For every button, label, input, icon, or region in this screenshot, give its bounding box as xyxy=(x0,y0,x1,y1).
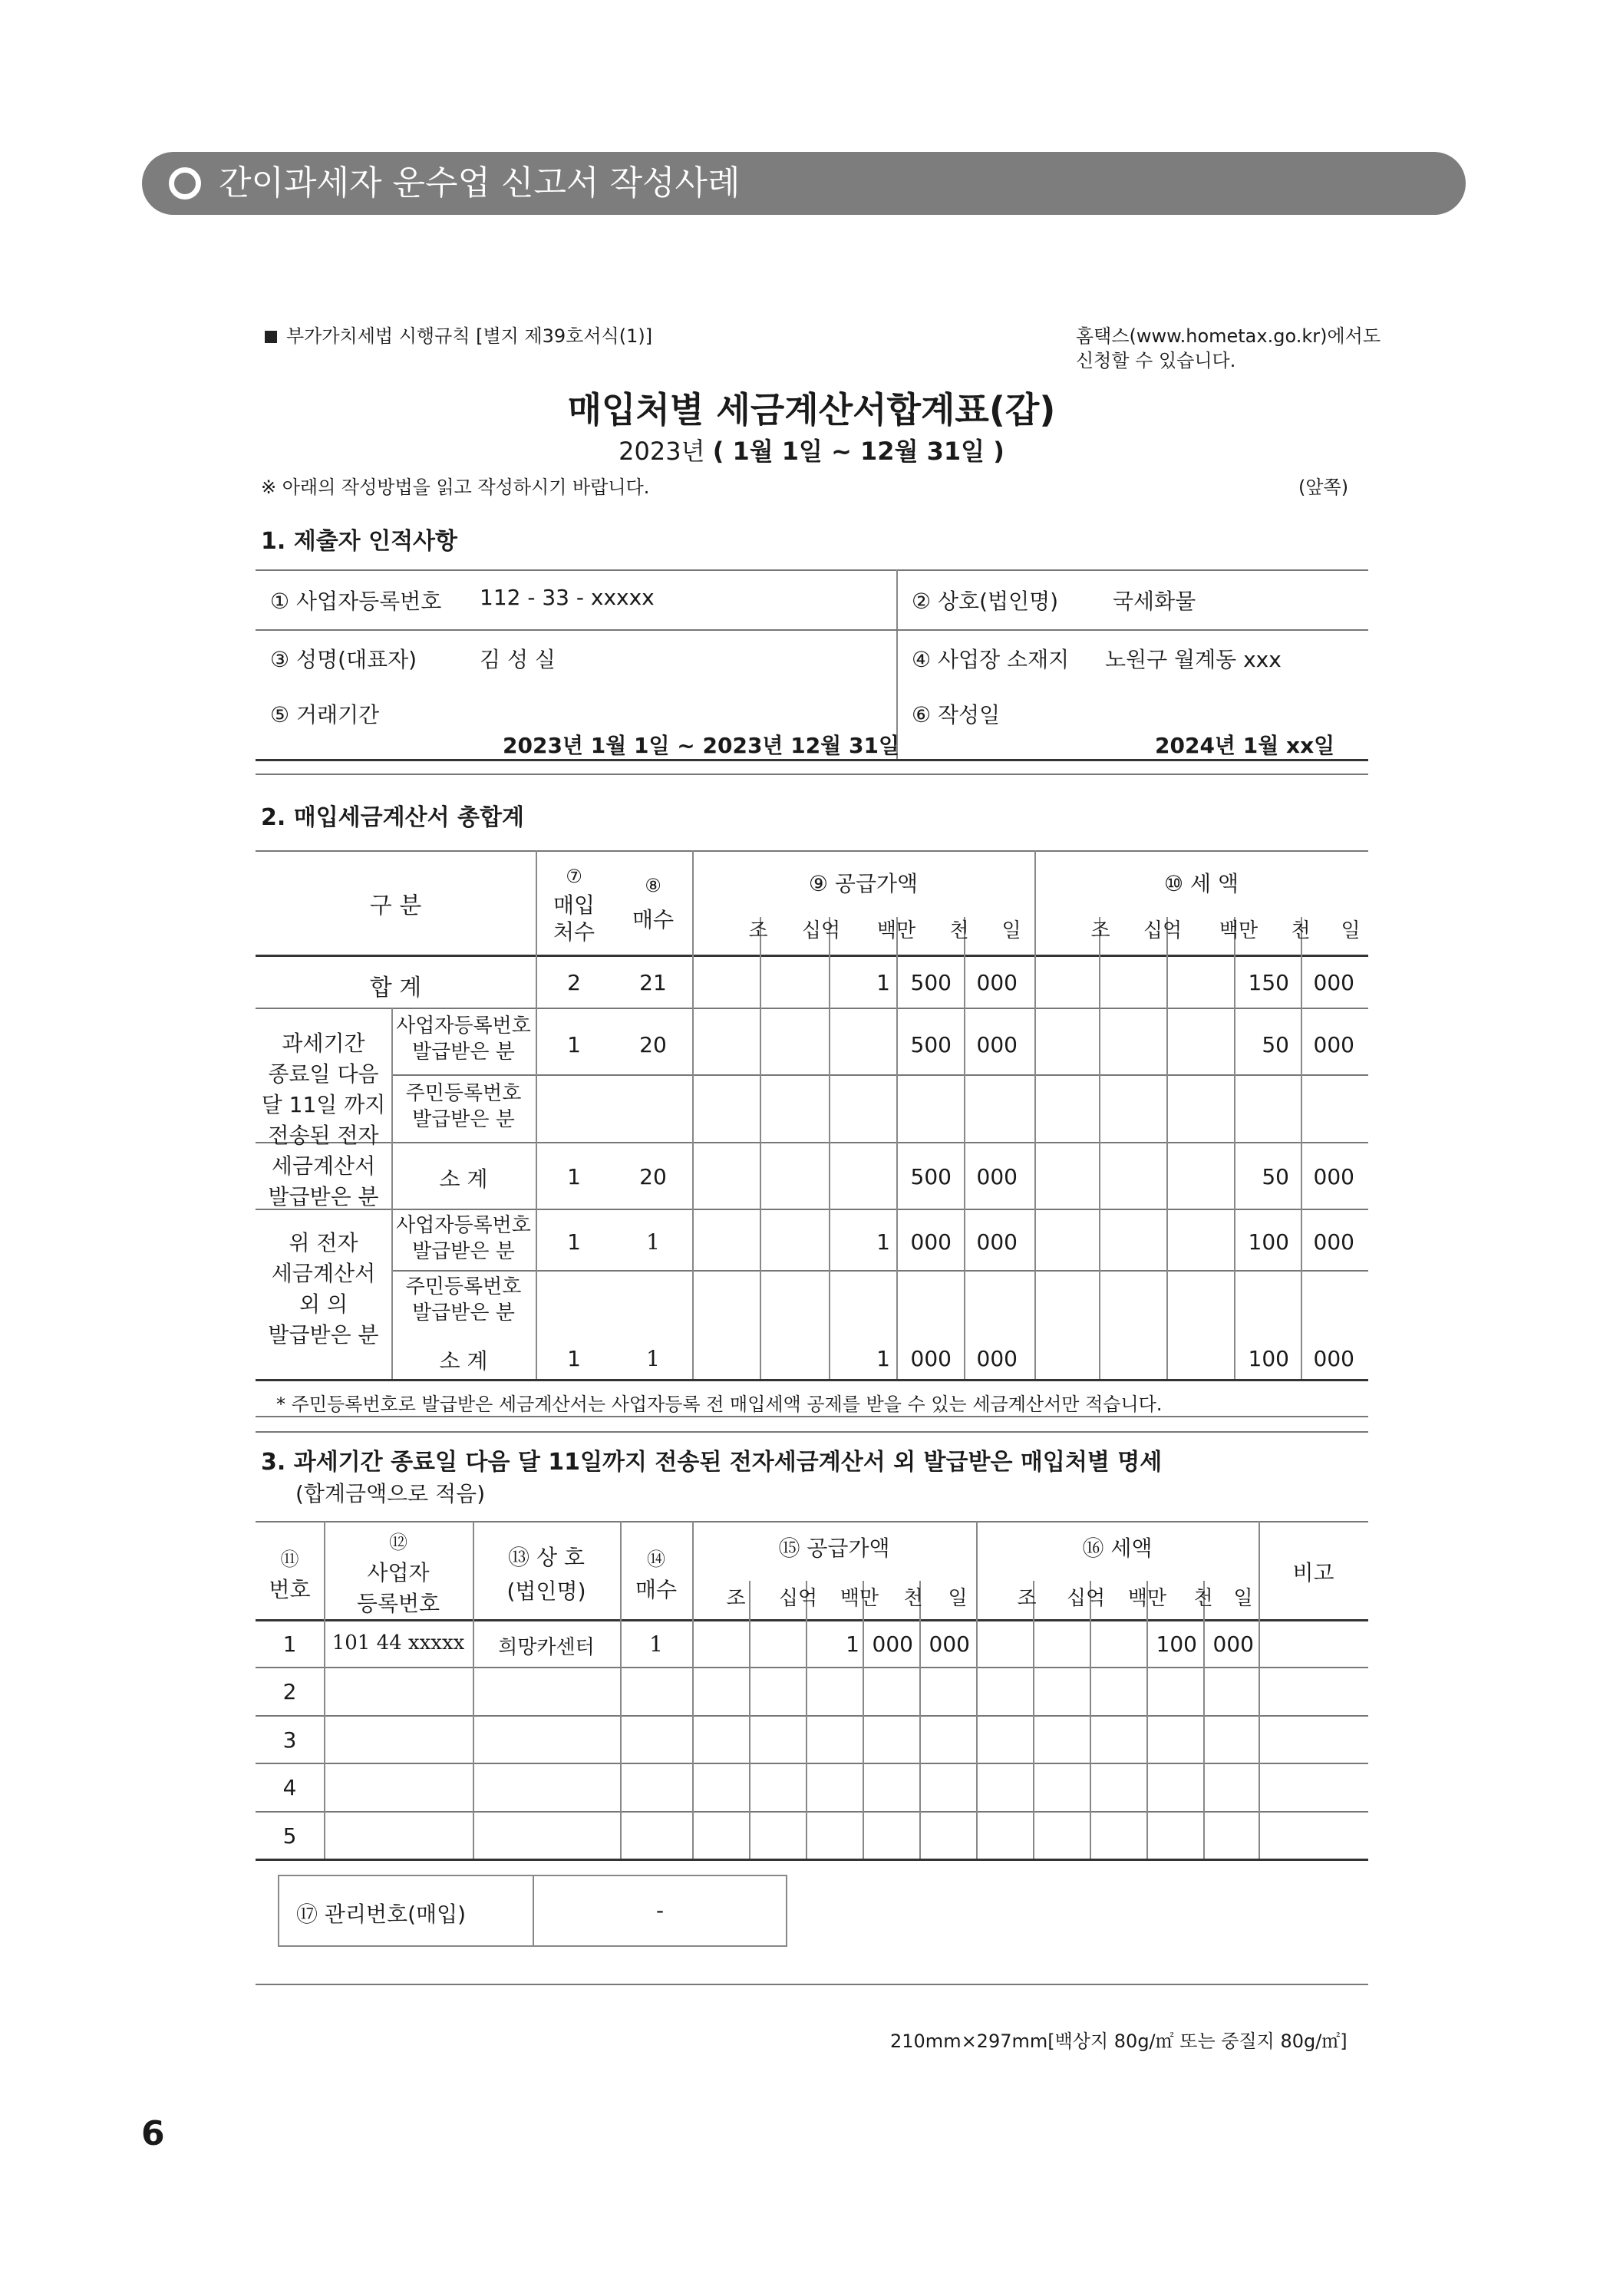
g1-biz-c8: 20 xyxy=(639,1032,667,1057)
g1-biz-supply-thou: 500 xyxy=(910,1032,952,1057)
g1-sub-c8: 20 xyxy=(639,1164,667,1189)
g2-sub-c7: 1 xyxy=(567,1346,581,1371)
label-line: 주민등록번호 xyxy=(405,1082,522,1105)
g2-sub-supply-one: 000 xyxy=(976,1346,1018,1371)
g2-subtotal-label: 소 계 xyxy=(439,1348,488,1374)
circle-bullet-icon xyxy=(169,167,201,200)
col14-number: ⑭ xyxy=(647,1549,665,1570)
date-label: ⑥ 작성일 xyxy=(912,702,1001,727)
page-number: 6 xyxy=(141,2114,165,2153)
label-line: 발급받은 분 xyxy=(412,1301,515,1324)
period-label: ⑤ 거래기간 xyxy=(270,702,380,727)
g1-subtotal-label: 소 계 xyxy=(439,1166,488,1192)
s3-row1-count: 1 xyxy=(649,1631,663,1657)
g2-sub-c8: 1 xyxy=(646,1346,660,1371)
form-title: 매입처별 세금계산서합계표(갑) xyxy=(567,389,1056,430)
group2-line: 외 의 xyxy=(299,1292,348,1317)
s3-unit-cheon-supply: 천 xyxy=(903,1587,923,1610)
unit-jo-supply: 조 xyxy=(748,919,768,942)
col12-number: ⑫ xyxy=(389,1532,407,1553)
address-value: 노원구 월계동 xxx xyxy=(1105,647,1282,672)
col13-label-1: ⑬ 상 호 xyxy=(508,1545,585,1570)
col14-label: 매수 xyxy=(635,1577,678,1602)
s3-row1-tax-one: 000 xyxy=(1212,1631,1254,1657)
s3-row1-supply-one: 000 xyxy=(929,1631,970,1657)
section2-heading-text: 2. 매입세금계산서 총합계 xyxy=(261,804,524,831)
section3-heading xyxy=(261,1443,1162,1476)
name-label: ③ 성명(대표자) xyxy=(270,647,417,672)
mgmt-number-label: ⑰ 관리번호(매입) xyxy=(296,1902,467,1927)
period-value: 2023년 1월 1일 ~ 2023년 12월 31일 xyxy=(503,733,899,758)
group1-line: 종료일 다음 xyxy=(268,1061,379,1087)
group1-line: 발급받은 분 xyxy=(268,1184,379,1209)
col12-label-1: 사업자 xyxy=(367,1560,430,1585)
group1-line: 달 11일 까지 xyxy=(261,1092,386,1117)
label-line: 사업자등록번호 xyxy=(396,1014,531,1037)
page-side: (앞쪽) xyxy=(1298,477,1349,498)
label-line: 주민등록번호 xyxy=(405,1275,522,1298)
s3-row1-supply-thou: 000 xyxy=(872,1631,913,1657)
col-category: 구 분 xyxy=(369,892,422,919)
banner-title: 간이과세자 운수업 신고서 작성사례 xyxy=(219,163,741,203)
paper-spec: 210mm×297mm[백상지 80g/㎡ 또는 중질지 80g/㎡] xyxy=(890,2030,1348,2052)
g2-biz-supply-thou: 000 xyxy=(910,1229,952,1255)
total-c8: 21 xyxy=(639,970,667,995)
total-supply-one: 000 xyxy=(976,970,1018,995)
g2-biz-supply-one: 000 xyxy=(976,1229,1018,1255)
s2-footnote: * 주민등록번호로 발급받은 세금계산서는 사업자등록 전 매입세액 공제를 받을 수 있는 세금계산서만 적습니다. xyxy=(276,1394,1163,1415)
form-year: 2023년 xyxy=(619,437,705,466)
g2-sub-supply-mil: 1 xyxy=(876,1346,890,1371)
unit-baekman-supply: 백만 xyxy=(876,919,916,942)
form-period xyxy=(384,432,1239,467)
section3-subheading: (합계금액으로 적음) xyxy=(295,1481,486,1506)
label-line: 발급받은 분 xyxy=(412,1240,515,1263)
col11-number: ⑪ xyxy=(280,1549,299,1570)
col11-label: 번호 xyxy=(269,1577,311,1602)
g2-biz-tax-thou: 100 xyxy=(1248,1229,1289,1255)
section2-heading xyxy=(261,798,524,832)
company-label: ② 상호(법인명) xyxy=(912,589,1059,614)
g1-sub-tax-thou: 50 xyxy=(1262,1164,1289,1189)
reg-number-value: 112 - 33 - xxxxx xyxy=(480,585,655,610)
g1-biz-c7: 1 xyxy=(567,1032,581,1057)
unit-cheon-supply: 천 xyxy=(949,919,969,942)
law-reference-text: 부가가치세법 시행규칙 [별지 제39호서식(1)] xyxy=(286,325,653,347)
g1-biz-label xyxy=(391,1013,536,1065)
address-label: ④ 사업장 소재지 xyxy=(912,647,1070,672)
s3-unit-baekman-supply: 백만 xyxy=(840,1587,879,1610)
s3-row3-no: 3 xyxy=(282,1727,297,1753)
g2-biz-supply-mil: 1 xyxy=(876,1229,890,1255)
unit-il-supply: 일 xyxy=(1001,919,1021,942)
g2-biz-c7: 1 xyxy=(567,1229,581,1255)
s3-unit-baekman-tax: 백만 xyxy=(1127,1587,1167,1610)
s3-unit-sibeok-tax: 십억 xyxy=(1066,1587,1106,1610)
group1-line: 과세기간 xyxy=(282,1031,365,1056)
s3-unit-jo-supply: 조 xyxy=(726,1587,746,1610)
s3-row5-no: 5 xyxy=(282,1823,297,1849)
g2-sub-tax-one: 000 xyxy=(1313,1346,1354,1371)
s3-row1-no: 1 xyxy=(282,1631,297,1657)
col10-label: ⑩ 세 액 xyxy=(1164,871,1239,896)
g1-biz-tax-thou: 50 xyxy=(1262,1032,1289,1057)
g1-sub-supply-thou: 500 xyxy=(910,1164,952,1189)
label-line: 사업자등록번호 xyxy=(396,1214,531,1237)
unit-cheon-tax: 천 xyxy=(1291,919,1311,942)
hometax-note-2: 신청할 수 있습니다. xyxy=(1076,350,1236,371)
unit-jo-tax: 조 xyxy=(1090,919,1110,942)
s3-row1-name: 희망카센터 xyxy=(498,1636,595,1659)
s3-unit-cheon-tax: 천 xyxy=(1193,1587,1213,1610)
g1-sub-supply-one: 000 xyxy=(976,1164,1018,1189)
col12-label-2: 등록번호 xyxy=(356,1591,440,1616)
total-supply-mil: 1 xyxy=(876,970,890,995)
date-value: 2024년 1월 xx일 xyxy=(1155,733,1335,758)
group1-label xyxy=(256,1028,391,1212)
s3-unit-il-supply: 일 xyxy=(948,1587,968,1610)
col15-label: ⑮ 공급가액 xyxy=(778,1536,890,1561)
col8-label: 매수 xyxy=(632,907,675,932)
group1-line: 전송된 전자 xyxy=(268,1123,379,1148)
g2-biz-c8: 1 xyxy=(646,1229,660,1255)
instruction-note: ※ 아래의 작성방법을 읽고 작성하시기 바랍니다. xyxy=(261,477,650,498)
col7-label-2: 처수 xyxy=(553,919,595,945)
g1-biz-supply-one: 000 xyxy=(976,1032,1018,1057)
group1-line: 세금계산서 xyxy=(271,1153,376,1179)
reg-number-label: ① 사업자등록번호 xyxy=(270,589,442,614)
unit-sibeok-tax: 십억 xyxy=(1143,919,1183,942)
hometax-note-1: 홈택스(www.hometax.go.kr)에서도 xyxy=(1076,325,1381,347)
s3-row1-supply-mil: 1 xyxy=(846,1631,859,1657)
form-period-range: ( 1월 1일 ~ 12월 31일 ) xyxy=(712,437,1004,466)
s3-unit-jo-tax: 조 xyxy=(1017,1587,1037,1610)
g1-resident-label xyxy=(391,1080,536,1133)
col8-number: ⑧ xyxy=(645,875,661,896)
unit-il-tax: 일 xyxy=(1341,919,1361,942)
s3-row1-tax-thou: 100 xyxy=(1156,1631,1197,1657)
group2-label xyxy=(256,1228,391,1351)
group2-line: 위 전자 xyxy=(289,1230,358,1255)
g1-sub-c7: 1 xyxy=(567,1164,581,1189)
s3-unit-sibeok-supply: 십억 xyxy=(778,1587,818,1610)
group2-line: 세금계산서 xyxy=(271,1261,376,1286)
g2-sub-supply-thou: 000 xyxy=(910,1346,952,1371)
g2-biz-tax-one: 000 xyxy=(1313,1229,1354,1255)
label-line: 발급받은 분 xyxy=(412,1108,515,1131)
unit-baekman-tax: 백만 xyxy=(1219,919,1258,942)
total-tax-thou: 150 xyxy=(1248,970,1289,995)
row-total-label: 합 계 xyxy=(369,975,422,1001)
s3-unit-il-tax: 일 xyxy=(1233,1587,1253,1610)
g1-biz-tax-one: 000 xyxy=(1313,1032,1354,1057)
col7-number: ⑦ xyxy=(566,866,582,887)
g2-sub-tax-thou: 100 xyxy=(1248,1346,1289,1371)
s3-row2-no: 2 xyxy=(282,1679,297,1704)
total-tax-one: 000 xyxy=(1313,970,1354,995)
square-bullet-icon xyxy=(265,331,277,343)
name-value: 김 성 실 xyxy=(480,647,556,672)
col7-label-1: 매입 xyxy=(553,892,595,918)
section1-heading xyxy=(261,522,457,556)
s3-row4-no: 4 xyxy=(282,1775,297,1800)
col-remark: 비고 xyxy=(1292,1560,1334,1585)
g2-resident-label xyxy=(391,1274,536,1326)
total-c7: 2 xyxy=(567,970,581,995)
g2-biz-label xyxy=(391,1212,536,1265)
col16-label: ⑯ 세액 xyxy=(1082,1536,1153,1561)
section-banner xyxy=(142,152,1466,215)
s3-row1-reg: 101 44 xxxxx xyxy=(332,1631,465,1654)
g1-sub-tax-one: 000 xyxy=(1313,1164,1354,1189)
company-value: 국세화물 xyxy=(1113,589,1196,614)
label-line: 발급받은 분 xyxy=(412,1041,515,1064)
unit-sibeok-supply: 십억 xyxy=(801,919,841,942)
mgmt-number-value: - xyxy=(655,1898,665,1923)
group2-line: 발급받은 분 xyxy=(268,1322,379,1348)
section3-heading-text: 3. 과세기간 종료일 다음 달 11일까지 전송된 전자세금계산서 외 발급받은 매입처별 명세 xyxy=(261,1449,1163,1476)
mgmt-number-box xyxy=(278,1875,787,1947)
law-reference xyxy=(265,321,652,348)
section1-heading-text: 1. 제출자 인적사항 xyxy=(261,528,458,555)
col9-label: ⑨ 공급가액 xyxy=(808,871,919,896)
total-supply-thou: 500 xyxy=(910,970,952,995)
col13-label-2: (법인명) xyxy=(506,1578,586,1604)
